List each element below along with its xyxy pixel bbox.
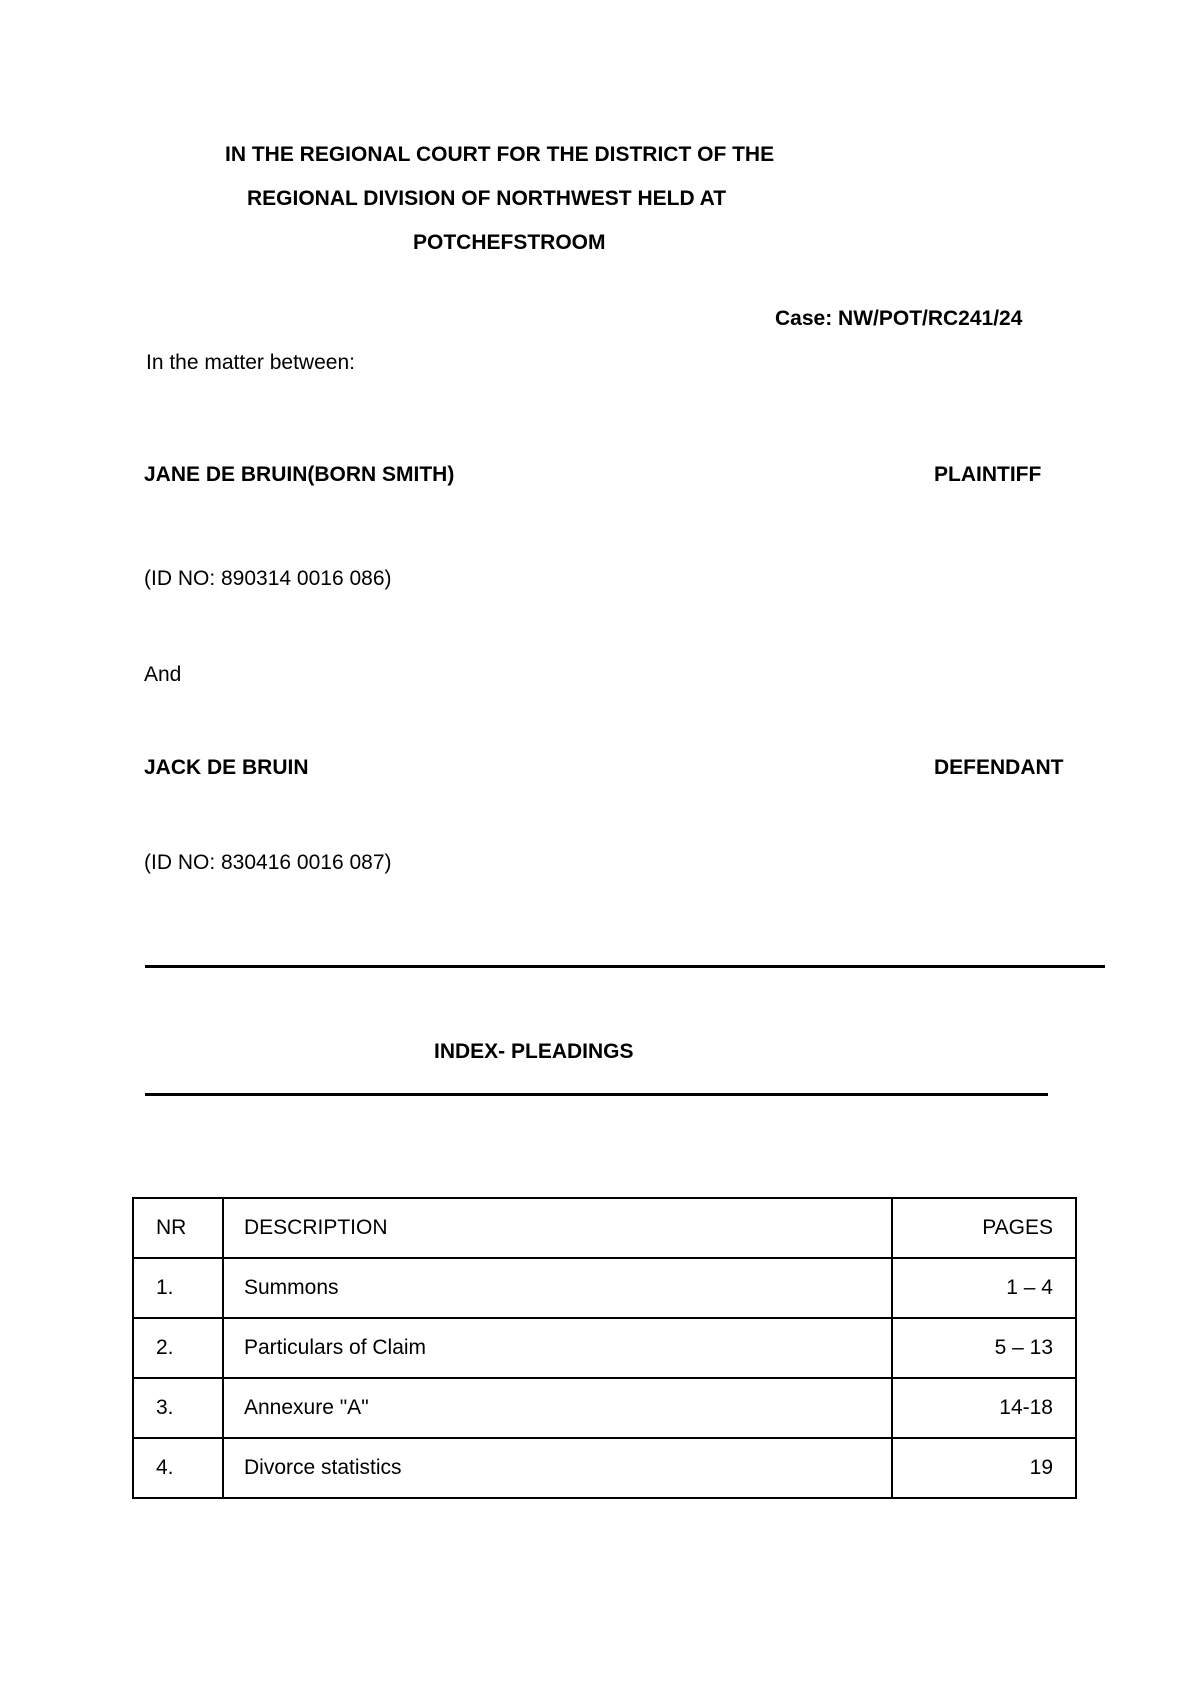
table-row (133, 1438, 1076, 1498)
court-heading-line-3: POTCHEFSTROOM (413, 231, 606, 254)
row-pages: 1 – 4 (892, 1258, 1076, 1318)
row-description: Summons (223, 1258, 892, 1318)
defendant-role: DEFENDANT (934, 756, 1064, 779)
case-number: Case: NW/POT/RC241/24 (775, 307, 1023, 330)
table-header-row (133, 1198, 1076, 1258)
court-heading-line-1: IN THE REGIONAL COURT FOR THE DISTRICT OF THE (225, 143, 775, 166)
table-row (133, 1318, 1076, 1378)
pleadings-index-table (132, 1197, 1077, 1499)
row-pages: 14-18 (892, 1378, 1076, 1438)
conjunction-and: And (144, 663, 182, 686)
row-nr: 1. (133, 1258, 223, 1318)
defendant-id: (ID NO: 830416 0016 087) (144, 851, 392, 874)
index-title: INDEX- PLEADINGS (434, 1040, 634, 1063)
matter-intro: In the matter between: (146, 351, 355, 374)
row-pages: 5 – 13 (892, 1318, 1076, 1378)
header-pages: PAGES (892, 1198, 1076, 1258)
table-row (133, 1258, 1076, 1318)
row-description: Particulars of Claim (223, 1318, 892, 1378)
separator-rule-bottom (145, 1093, 1048, 1096)
plaintiff-id: (ID NO: 890314 0016 086) (144, 567, 392, 590)
row-nr: 2. (133, 1318, 223, 1378)
header-description: DESCRIPTION (223, 1198, 892, 1258)
defendant-name: JACK DE BRUIN (144, 756, 309, 779)
court-heading-line-2: REGIONAL DIVISION OF NORTHWEST HELD AT (247, 187, 727, 210)
row-nr: 4. (133, 1438, 223, 1498)
row-nr: 3. (133, 1378, 223, 1438)
header-nr: NR (133, 1198, 223, 1258)
separator-rule-top (145, 965, 1105, 968)
row-pages: 19 (892, 1438, 1076, 1498)
row-description: Annexure "A" (223, 1378, 892, 1438)
row-description: Divorce statistics (223, 1438, 892, 1498)
plaintiff-name: JANE DE BRUIN(BORN SMITH) (144, 463, 455, 486)
plaintiff-role: PLAINTIFF (934, 463, 1042, 486)
table-row (133, 1378, 1076, 1438)
